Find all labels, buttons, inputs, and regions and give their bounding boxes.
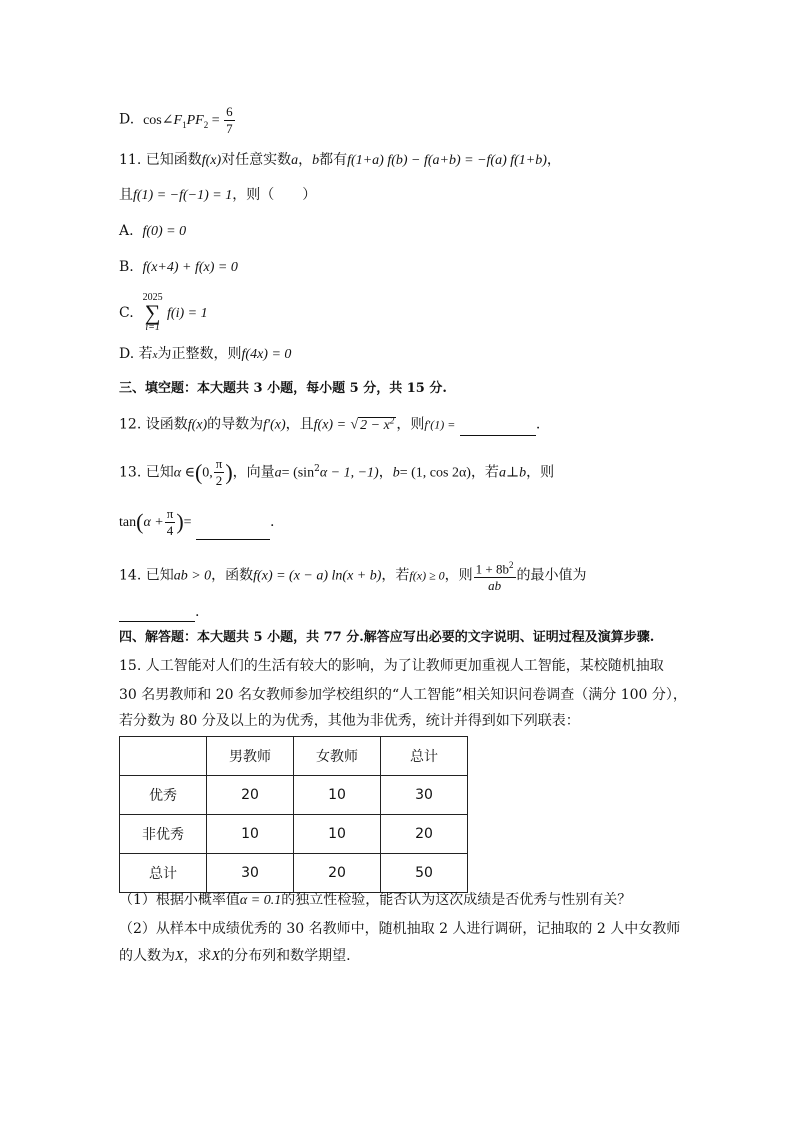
- q12: 12. 设函数f(x)的导数为f′(x)，且f(x) = √ $2 - x^2$ ，则f′(1) = .: [119, 410, 540, 436]
- table-cell: 20: [294, 854, 381, 893]
- q15-line3: 若分数为 80 分及以上的为优秀，其他为非优秀，统计并得到如下列联表：: [119, 713, 580, 729]
- q14-line2: .: [119, 602, 199, 622]
- q15-line1: 15. 人工智能对人们的生活有较大的影响，为了让教师更加重视人工智能，某校随机抽取: [119, 658, 664, 674]
- option-label: D.: [119, 111, 135, 128]
- answer-blank: [196, 525, 270, 540]
- q15-part2-line2: 的人数为X，求X的分布列和数学期望.: [119, 948, 351, 964]
- table-cell: 10: [294, 776, 381, 815]
- table-cell: 30: [381, 776, 468, 815]
- table-header-row: [120, 737, 468, 776]
- contingency-table: [119, 736, 468, 893]
- summation-symbol: 2025 ∑ i=1: [142, 292, 163, 333]
- table-cell: 30: [207, 854, 294, 893]
- q15-part2-line1: （2）从样本中成绩优秀的 30 名教师中，随机抽取 2 人进行调研，记抽取的 2 人中女教师: [119, 921, 681, 937]
- table-cell: [120, 737, 207, 776]
- q13-line2: tan(α + $\frac{\pi}{4}$ )= .: [119, 505, 274, 540]
- answer-blank: [460, 421, 536, 436]
- table-cell: 总计: [381, 737, 468, 776]
- q13-line1: 13. 已知α ∈(0, $\frac{\pi}{2}$ )，向量$a= (\sin^2\alpha - 1$, −1)，b= (1, cos 2α)，若a⊥b，则: [119, 456, 555, 489]
- table-cell: 总计: [120, 854, 207, 893]
- table-row: [120, 815, 468, 854]
- q11-option-d: D. 若x为正整数，则f(4x) = 0: [119, 346, 292, 362]
- answer-blank: [119, 607, 195, 622]
- section3-heading: 三、填空题：本大题共 3 小题，每小题 5 分，共 15 分.: [119, 381, 447, 396]
- fraction: $\frac{1 + 8b^2}{ab}$: [474, 557, 516, 594]
- q11-option-b: B. f(x+4) + f(x) = 0: [119, 259, 238, 275]
- table-cell: 男教师: [207, 737, 294, 776]
- table-cell: 20: [381, 815, 468, 854]
- table-cell: 10: [294, 815, 381, 854]
- table-cell: 非优秀: [120, 815, 207, 854]
- q11-option-c: C. 2025 ∑ i=1 f(i) = 1: [119, 292, 208, 333]
- prev-option-d: [119, 104, 236, 137]
- table-cell: 优秀: [120, 776, 207, 815]
- q11-line1: 11. 已知函数f(x)对任意实数a，b都有f(1+a) f(b) − f(a+b) = −f(a) f(1+b)，: [119, 152, 561, 168]
- q11-option-a: A. f(0) = 0: [119, 223, 187, 239]
- q11-line2: 且f(1) = −f(−1) = 1，则（ ）: [119, 187, 317, 203]
- table-cell: 10: [207, 815, 294, 854]
- q15-line2: 30 名男教师和 20 名女教师参加学校组织的“人工智能”相关知识问卷调查（满分 100 分），: [119, 687, 687, 703]
- table-cell: 20: [207, 776, 294, 815]
- table-cell: 50: [381, 854, 468, 893]
- q15-part1: （1）根据小概率值α = 0.1的独立性检验，能否认为这次成绩是否优秀与性别有关？: [119, 892, 632, 908]
- cos-expression: $\cos\angle F_1PF_2$ = $\frac{6}{7}$: [143, 104, 233, 136]
- fraction: $\frac{\pi}{2}$: [215, 456, 223, 489]
- table-row: [120, 854, 468, 893]
- table-cell: 女教师: [294, 737, 381, 776]
- fraction: $\frac{6}{7}$: [226, 104, 233, 136]
- q14-line1: 14. 已知ab > 0，函数f(x) = (x − a) ln(x + b)，若f(x) ≥ 0，则 $\frac{1 + 8b^2}{ab}$ 的最小值为: [119, 557, 587, 594]
- fraction: $\frac{\pi}{4}$: [166, 505, 174, 538]
- table-row: [120, 776, 468, 815]
- section4-heading: 四、解答题：本大题共 5 小题，共 77 分.解答应写出必要的文字说明、证明过程及演算步骤.: [119, 630, 655, 645]
- square-root: √ $2 - x^2$: [350, 415, 395, 433]
